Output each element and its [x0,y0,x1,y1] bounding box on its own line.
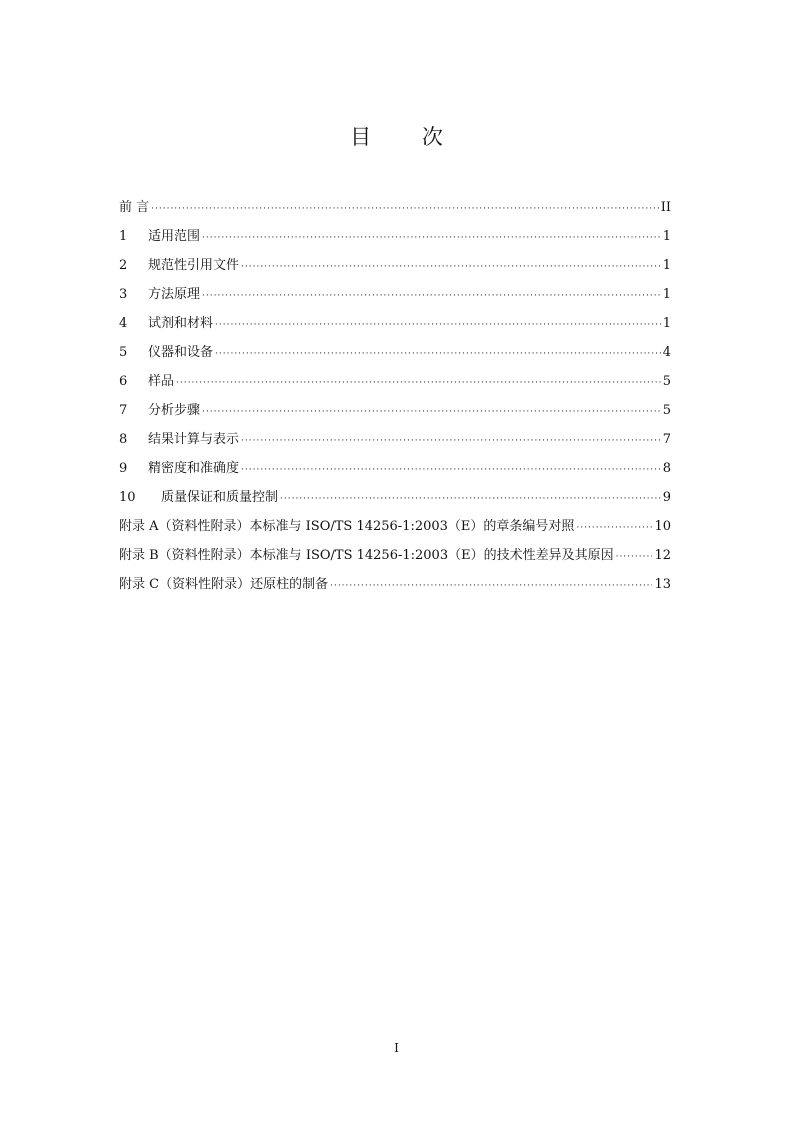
toc-entry-appendix-b[interactable] [119,541,671,570]
toc-entry-number: 2 [119,258,128,273]
toc-leader-dots [241,427,661,456]
toc-entry-9[interactable] [119,454,671,483]
toc-entry-label: 适用范围 [148,229,201,244]
toc-leader-dots [202,398,661,427]
toc-entry-page: 12 [654,548,671,563]
toc-entry-5[interactable] [119,338,671,367]
toc-leader-dots [330,572,652,601]
toc-entry-2[interactable] [119,251,671,280]
toc-entry-page: II [660,200,671,215]
toc-leader-dots [215,311,661,340]
toc-entry-label: 精密度和准确度 [148,461,240,476]
toc-entry-label: 附录 A（资料性附录）本标准与 ISO/TS 14256-1:2003（E）的章条编号对照 [119,519,575,534]
toc-entry-number: 9 [119,461,128,476]
toc-entry-8[interactable] [119,425,671,454]
toc-entry-appendix-a[interactable] [119,512,671,541]
table-of-contents [119,193,671,599]
toc-entry-label: 方法原理 [148,287,201,302]
page-number: I [394,1041,399,1055]
toc-leader-dots [616,543,653,572]
toc-entry-number: 1 [119,229,128,244]
toc-entry-number: 8 [119,432,128,447]
toc-entry-number: 3 [119,287,128,302]
toc-entry-number: 10 [119,490,136,505]
toc-leader-dots [202,224,661,253]
toc-entry-foreword[interactable] [119,193,671,222]
toc-entry-label: 试剂和材料 [148,316,214,331]
toc-entry-3[interactable] [119,280,671,309]
toc-entry-number: 6 [119,374,128,389]
toc-entry-7[interactable] [119,396,671,425]
toc-entry-4[interactable] [119,309,671,338]
toc-entry-6[interactable] [119,367,671,396]
toc-entry-page: 7 [662,432,671,447]
toc-entry-number: 7 [119,403,128,418]
toc-leader-dots [151,195,659,224]
toc-entry-label: 仪器和设备 [148,345,214,360]
toc-entry-page: 5 [662,403,671,418]
toc-entry-page: 10 [654,519,671,534]
toc-entry-label: 分析步骤 [148,403,201,418]
toc-leader-dots [241,456,661,485]
toc-entry-page: 5 [662,374,671,389]
toc-entry-label: 前 言 [119,200,150,215]
toc-entry-page: 1 [662,316,671,331]
toc-entry-label: 质量保证和质量控制 [161,490,279,505]
toc-entry-page: 1 [662,287,671,302]
toc-entry-page: 9 [662,490,671,505]
toc-entry-page: 8 [662,461,671,476]
toc-entry-label: 样品 [148,374,175,389]
toc-entry-page: 4 [662,345,671,360]
toc-leader-dots [202,282,661,311]
toc-leader-dots [215,340,661,369]
toc-entry-label: 附录 C（资料性附录）还原柱的制备 [119,577,329,592]
toc-entry-number: 5 [119,345,128,360]
toc-leader-dots [176,369,661,398]
toc-leader-dots [241,253,661,282]
toc-entry-1[interactable] [119,222,671,251]
toc-leader-dots [280,485,661,514]
toc-entry-page: 1 [662,258,671,273]
page-title: 目 次 [350,125,465,149]
toc-entry-page: 13 [654,577,671,592]
toc-leader-dots [576,514,652,543]
toc-entry-page: 1 [662,229,671,244]
toc-entry-appendix-c[interactable] [119,570,671,599]
toc-entry-10[interactable] [119,483,671,512]
toc-entry-label: 规范性引用文件 [148,258,240,273]
toc-entry-number: 4 [119,316,128,331]
toc-entry-label: 附录 B（资料性附录）本标准与 ISO/TS 14256-1:2003（E）的技术性差异及其原因 [119,548,614,563]
toc-entry-label: 结果计算与表示 [148,432,240,447]
